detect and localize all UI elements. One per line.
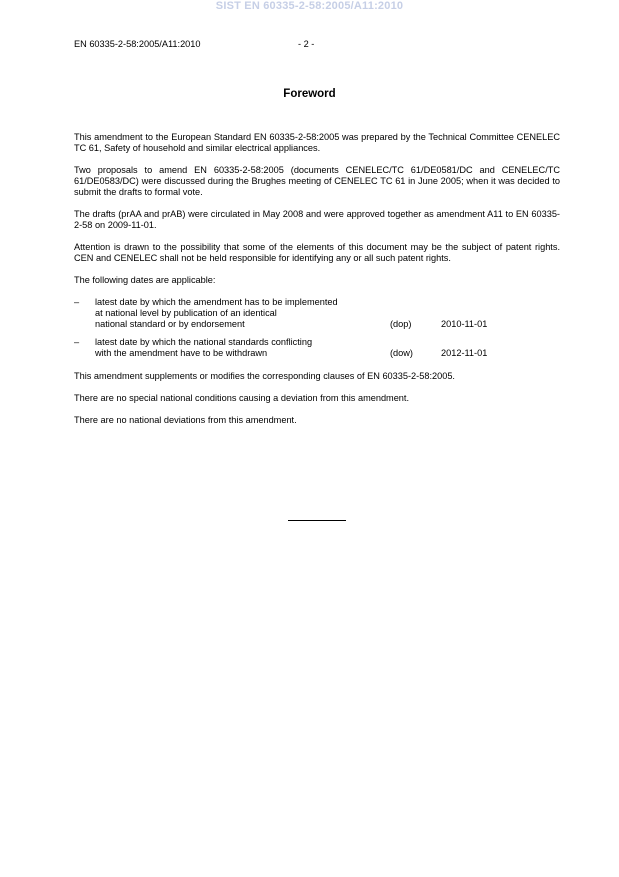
paragraph-6: This amendment supplements or modifies the corresponding clauses of EN 60335-2-58:2005. bbox=[74, 370, 455, 381]
date-description-line: with the amendment have to be withdrawn bbox=[95, 348, 268, 359]
date-description-line: latest date by which the amendment has to be implemented bbox=[95, 296, 338, 307]
page-title: Foreword bbox=[283, 88, 336, 100]
list-dash: – bbox=[74, 296, 80, 307]
header-page-number: - 2 - bbox=[298, 39, 315, 49]
paragraph-4: Attention is drawn to the possibility that some of the elements of this document may be the subject of patent rights. CEN and CENELEC shall not be held responsible for identifying any or all such patent rights. bbox=[74, 241, 560, 263]
list-dash: – bbox=[74, 337, 80, 348]
paragraph-1: This amendment to the European Standard EN 60335-2-58:2005 was prepared by the Technical Committee CENELEC TC 61, Safety of household and similar electrical appliances. bbox=[74, 132, 560, 153]
date-description-line: latest date by which the national standards conflicting bbox=[95, 337, 313, 348]
paragraph-7: There are no special national conditions causing a deviation from this amendment. bbox=[74, 392, 410, 403]
date-description bbox=[95, 337, 390, 359]
date-description-line: national standard or by endorsement bbox=[95, 318, 245, 329]
paragraph-2: Two proposals to amend EN 60335-2-58:2005 (documents CENELEC/TC 61/DE0581/DC and CENELEC/TC 61/DE0583/DC) were discussed during the Brughes meeting of CENELEC TC 61 in June 2005; when it was decided to submit the drafts to formal vote. bbox=[74, 164, 560, 197]
dates-list bbox=[74, 297, 560, 359]
date-abbreviation: (dop) bbox=[390, 318, 412, 329]
date-value: 2012-11-01 bbox=[441, 348, 488, 359]
watermark: SIST EN 60335-2-58:2005/A11:2010 bbox=[215, 0, 404, 12]
header-doc-id: EN 60335-2-58:2005/A11:2010 bbox=[74, 39, 201, 49]
date-abbreviation: (dow) bbox=[390, 348, 413, 359]
paragraph-3: The drafts (prAA and prAB) were circulated in May 2008 and were approved together as amendment A11 to EN 60335-2-58 on 2009-11-01. bbox=[74, 208, 560, 230]
date-item-dow bbox=[74, 337, 560, 359]
foreword-body bbox=[74, 132, 560, 426]
end-rule bbox=[288, 520, 346, 521]
date-description-line: at national level by publication of an identical bbox=[95, 307, 277, 318]
paragraph-5: The following dates are applicable: bbox=[74, 274, 216, 285]
date-description bbox=[95, 297, 390, 329]
date-value: 2010-11-01 bbox=[441, 318, 488, 329]
date-item-dop bbox=[74, 297, 560, 329]
paragraph-8: There are no national deviations from this amendment. bbox=[74, 414, 297, 425]
